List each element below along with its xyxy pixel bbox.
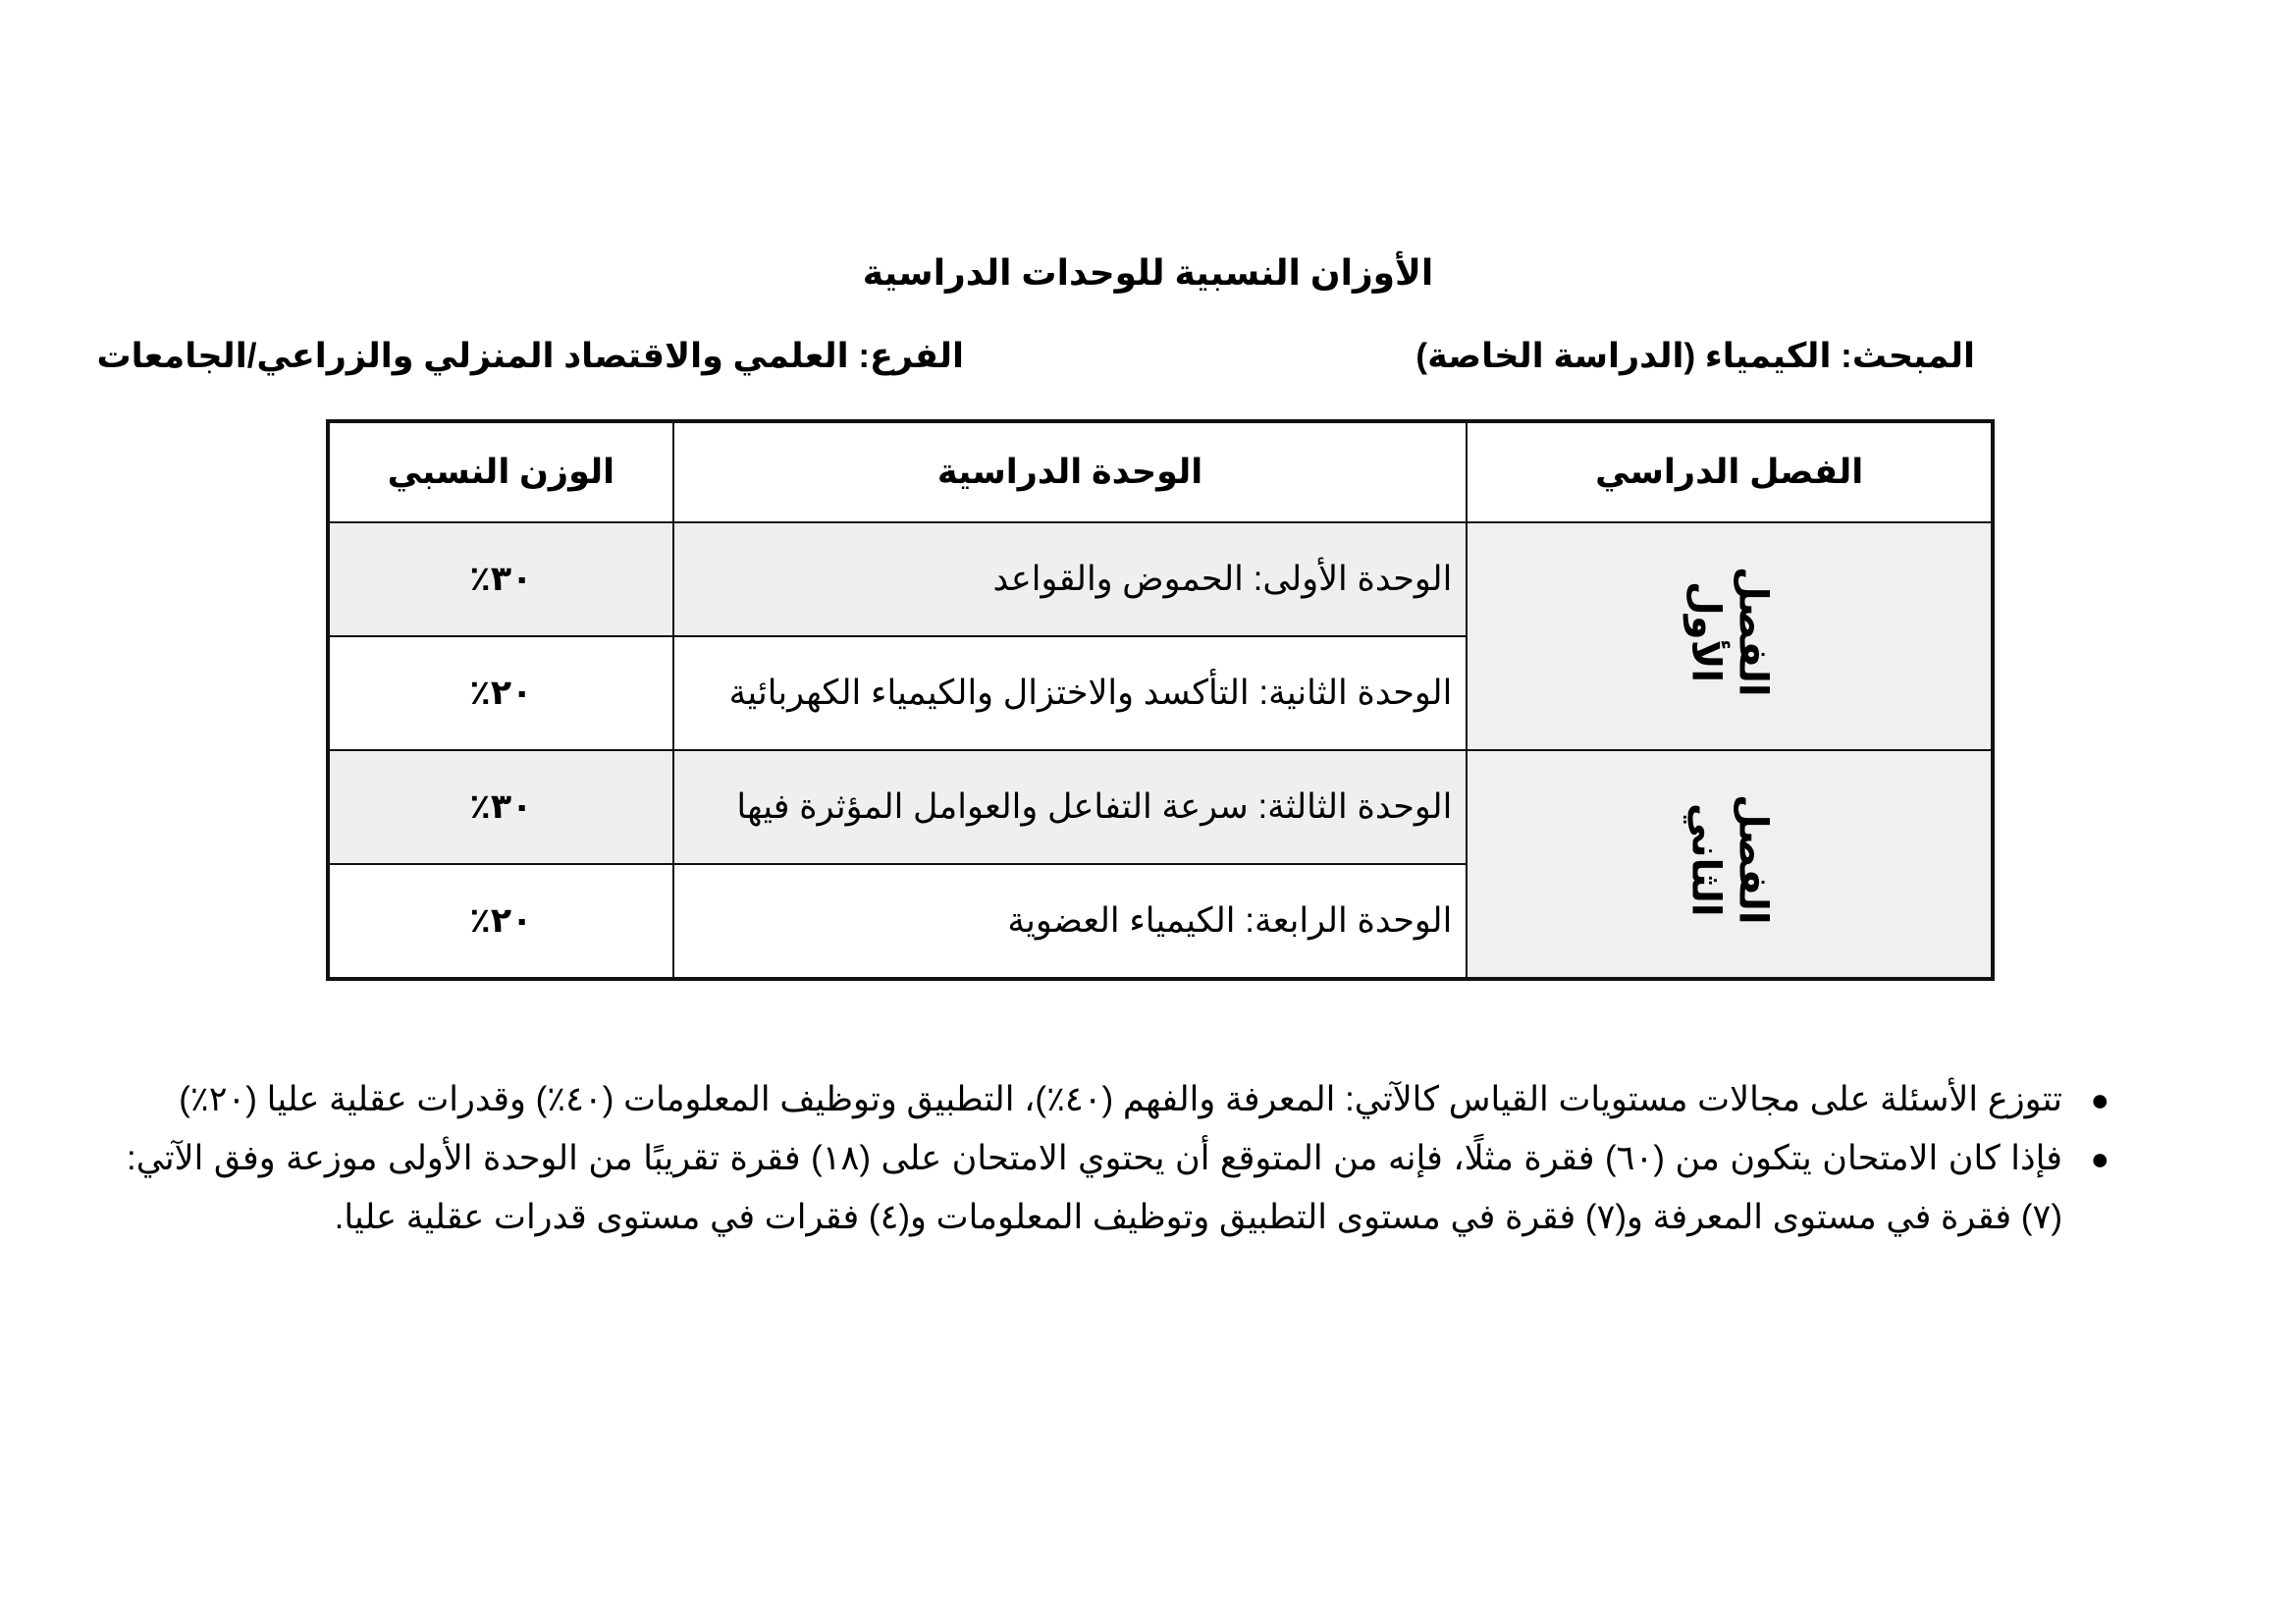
- bullet-icon: ●: [2090, 1082, 2109, 1117]
- unit-cell: الوحدة الثالثة: سرعة التفاعل والعوامل المؤثرة فيها: [673, 750, 1468, 864]
- weight-cell: ٢٠٪: [328, 636, 673, 750]
- unit-cell: الوحدة الرابعة: الكيمياء العضوية: [673, 864, 1468, 979]
- note-text: تتوزع الأسئلة على مجالات مستويات القياس كالآتي: المعرفة والفهم (٤٠٪)، التطبيق وتوظيف المعلومات (٤٠٪) وقدرات عقلية عليا (٢٠٪): [179, 1080, 2062, 1118]
- header-unit: الوحدة الدراسية: [673, 421, 1468, 522]
- notes-list: [127, 1070, 2109, 1247]
- weight-cell: ٣٠٪: [328, 750, 673, 864]
- weight-cell: ٣٠٪: [328, 522, 673, 636]
- list-item: [127, 1129, 2109, 1247]
- weights-table: [326, 419, 1995, 981]
- table-row: [328, 522, 1993, 636]
- bullet-icon: ●: [2090, 1141, 2109, 1176]
- list-item: [127, 1070, 2109, 1129]
- header-weight: الوزن النسبي: [328, 421, 673, 522]
- unit-cell: الوحدة الأولى: الحموض والقواعد: [673, 522, 1468, 636]
- unit-cell: الوحدة الثانية: التأكسد والاختزال والكيمياء الكهربائية: [673, 636, 1468, 750]
- table-header-row: [328, 421, 1993, 522]
- semester-label: الفصل الأول: [1683, 567, 1775, 697]
- header-semester: الفصل الدراسي: [1467, 421, 1993, 522]
- subject-label: المبحث: الكيمياء (الدراسة الخاصة): [1415, 337, 1975, 375]
- table-row: [328, 750, 1993, 864]
- semester-label: الفصل الثاني: [1683, 794, 1775, 925]
- semester-cell-first: [1467, 522, 1993, 750]
- branch-label: الفرع: العلمي والاقتصاد المنزلي والزراعي/الجامعات: [96, 337, 964, 375]
- semester-cell-second: [1467, 750, 1993, 979]
- page-title: الأوزان النسبية للوحدات الدراسية: [862, 252, 1434, 293]
- weight-cell: ٢٠٪: [328, 864, 673, 979]
- note-text: فإذا كان الامتحان يتكون من (٦٠) فقرة مثلًا، فإنه من المتوقع أن يحتوي الامتحان على (١٨) فقرة تقريبًا من الوحدة الأولى موزعة وفق الآتي: (٧) فقرة في مستوى المعرفة و(٧) فقرة في مستوى التطبيق وتوظيف المعلومات و(٤) فقرات في مستوى قدرات عقلية عليا.: [127, 1139, 2062, 1236]
